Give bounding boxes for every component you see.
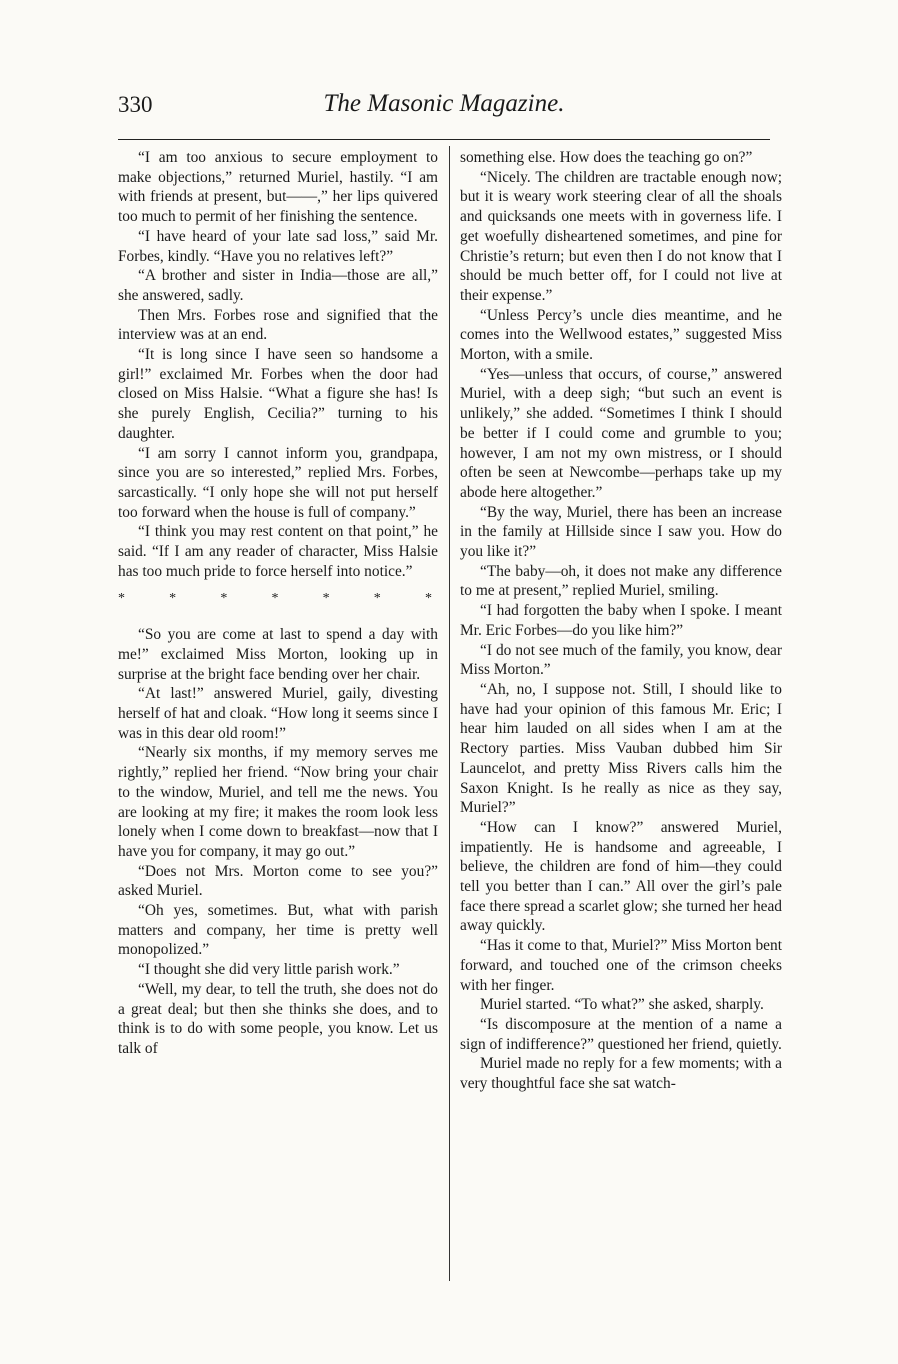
running-title: The Masonic Magazine. (323, 90, 565, 117)
right-column (460, 148, 782, 1094)
asterisk: * (373, 591, 381, 607)
paragraph: “Has it come to that, Muriel?” Miss Morton bent forward, and touched one of the crimson cheeks with her finger. (460, 937, 782, 994)
asterisk: * (169, 591, 177, 607)
paragraph: “Is discomposure at the mention of a name a sign of indifference?” questioned her friend, quietly. (460, 1015, 782, 1053)
paragraph: “So you are come at last to spend a day with me!” exclaimed Miss Morton, looking up in surprise at the bright face bending over her chair. (118, 626, 438, 683)
asterisk: * (220, 591, 228, 607)
paragraph-continued: something else. How does the teaching go on?” (460, 149, 753, 166)
paragraph: “I have heard of your late sad loss,” said Mr. Forbes, kindly. “Have you no relatives left?” (118, 227, 438, 265)
paragraph: “I am too anxious to secure employment to make objections,” returned Muriel, hastily. “I am with friends at present, but——,” her lips quivered too much to permit of her finishing the sentence. (118, 149, 438, 226)
paragraph: “Nearly six months, if my memory serves me rightly,” replied her friend. “Now bring your chair to the window, Muriel, and tell me the news. You are looking at my fire; it makes the room look less lonely when I come down to breakfast—now that I have you for company, it may go out.” (118, 744, 438, 860)
paragraph: “Yes—unless that occurs, of course,” answered Muriel, with a deep sigh; “but such an event is unlikely,” she added. “Sometimes I think I should be better if I could come and grumble to you; however, I am not my own mistress, or I should often be seen at Newcombe—perhaps take up my abode here altogether.” (460, 365, 782, 501)
paragraph: “The baby—oh, it does not make any difference to me at present,” replied Muriel, smiling. (460, 562, 782, 600)
header-rule (118, 139, 770, 140)
paragraph: “I think you may rest content on that point,” he said. “If I am any reader of character, Miss Halsie has too much pride to force herself into notice.” (118, 523, 438, 580)
paragraph: “Does not Mrs. Morton come to see you?” asked Muriel. (118, 862, 438, 900)
page-number: 330 (118, 92, 153, 117)
asterisk: * (424, 591, 432, 607)
paragraph: “I had forgotten the baby when I spoke. I meant Mr. Eric Forbes—do you like him?” (460, 602, 782, 639)
paragraph: “Well, my dear, to tell the truth, she does not do a great deal; but then she thinks she does, and to think is to do with some people, you know. Let us talk of (118, 980, 438, 1057)
asterisk: * (322, 591, 330, 607)
asterisk: * (118, 591, 125, 607)
column-divider (449, 146, 450, 1281)
paragraph: “Oh yes, sometimes. But, what with parish matters and company, her time is pretty well monopolized.” (118, 902, 438, 959)
paragraph: “By the way, Muriel, there has been an increase in the family at Hillside since I saw you. How do you like it?” (460, 503, 782, 561)
paragraph: “At last!” answered Muriel, gaily, divesting herself of hat and cloak. “How long it seems since I was in this dear old room!” (118, 685, 438, 742)
paragraph: Muriel made no reply for a few moments; with a very thoughtful face she sat watch- (460, 1055, 782, 1093)
paragraph: “Unless Percy’s uncle dies meantime, and he comes into the Wellwood estates,” suggested Miss Morton, with a smile. (460, 306, 782, 364)
paragraph: “I thought she did very little parish work.” (138, 961, 400, 979)
page-header (118, 86, 770, 126)
paragraph: “A brother and sister in India—those are all,” she answered, sadly. (118, 267, 438, 304)
section-break-asterisks (118, 589, 432, 609)
paragraph: Muriel started. “To what?” she asked, sharply. (480, 996, 764, 1014)
paragraph: “How can I know?” answered Muriel, impatiently. He is handsome and agreeable, I believe, the children are fond of him—they could tell you better than I can.” All over the girl’s pale face there spread a scarlet glow; she turned her head away quickly. (460, 818, 782, 935)
paragraph: “I do not see much of the family, you know, dear Miss Morton.” (460, 641, 782, 679)
paragraph: Then Mrs. Forbes rose and signified that the interview was at an end. (118, 306, 438, 344)
asterisk: * (271, 591, 279, 607)
paragraph: “It is long since I have seen so handsome a girl!” exclaimed Mr. Forbes when the door had closed on Miss Halsie. “What a figure she has! Is she purely English, Cecilia?” turning to his daughter. (118, 346, 438, 442)
left-column (118, 148, 438, 1059)
paragraph: “Ah, no, I suppose not. Still, I should like to have had your opinion of this famous Mr. Eric; I hear him lauded on all sides when I am at the Rectory parties. Miss Vauban dubbed him Sir Launcelot, and pretty Miss Rivers calls him the Saxon Knight. Is he really as nice as they say, Muriel?” (460, 680, 782, 817)
paragraph: “Nicely. The children are tractable enough now; but it is weary work steering clear of all the shoals and quicksands one meets with in governess life. I get woefully disheartened sometimes, and pine for Christie’s return; but even then I do not know that I should be much better off, for I could not live at their expense.” (460, 168, 782, 304)
paragraph: “I am sorry I cannot inform you, grandpapa, since you are so interested,” replied Mrs. Forbes, sarcastically. “I only hope she will not put herself too forward when the house is full of company.” (118, 444, 438, 521)
